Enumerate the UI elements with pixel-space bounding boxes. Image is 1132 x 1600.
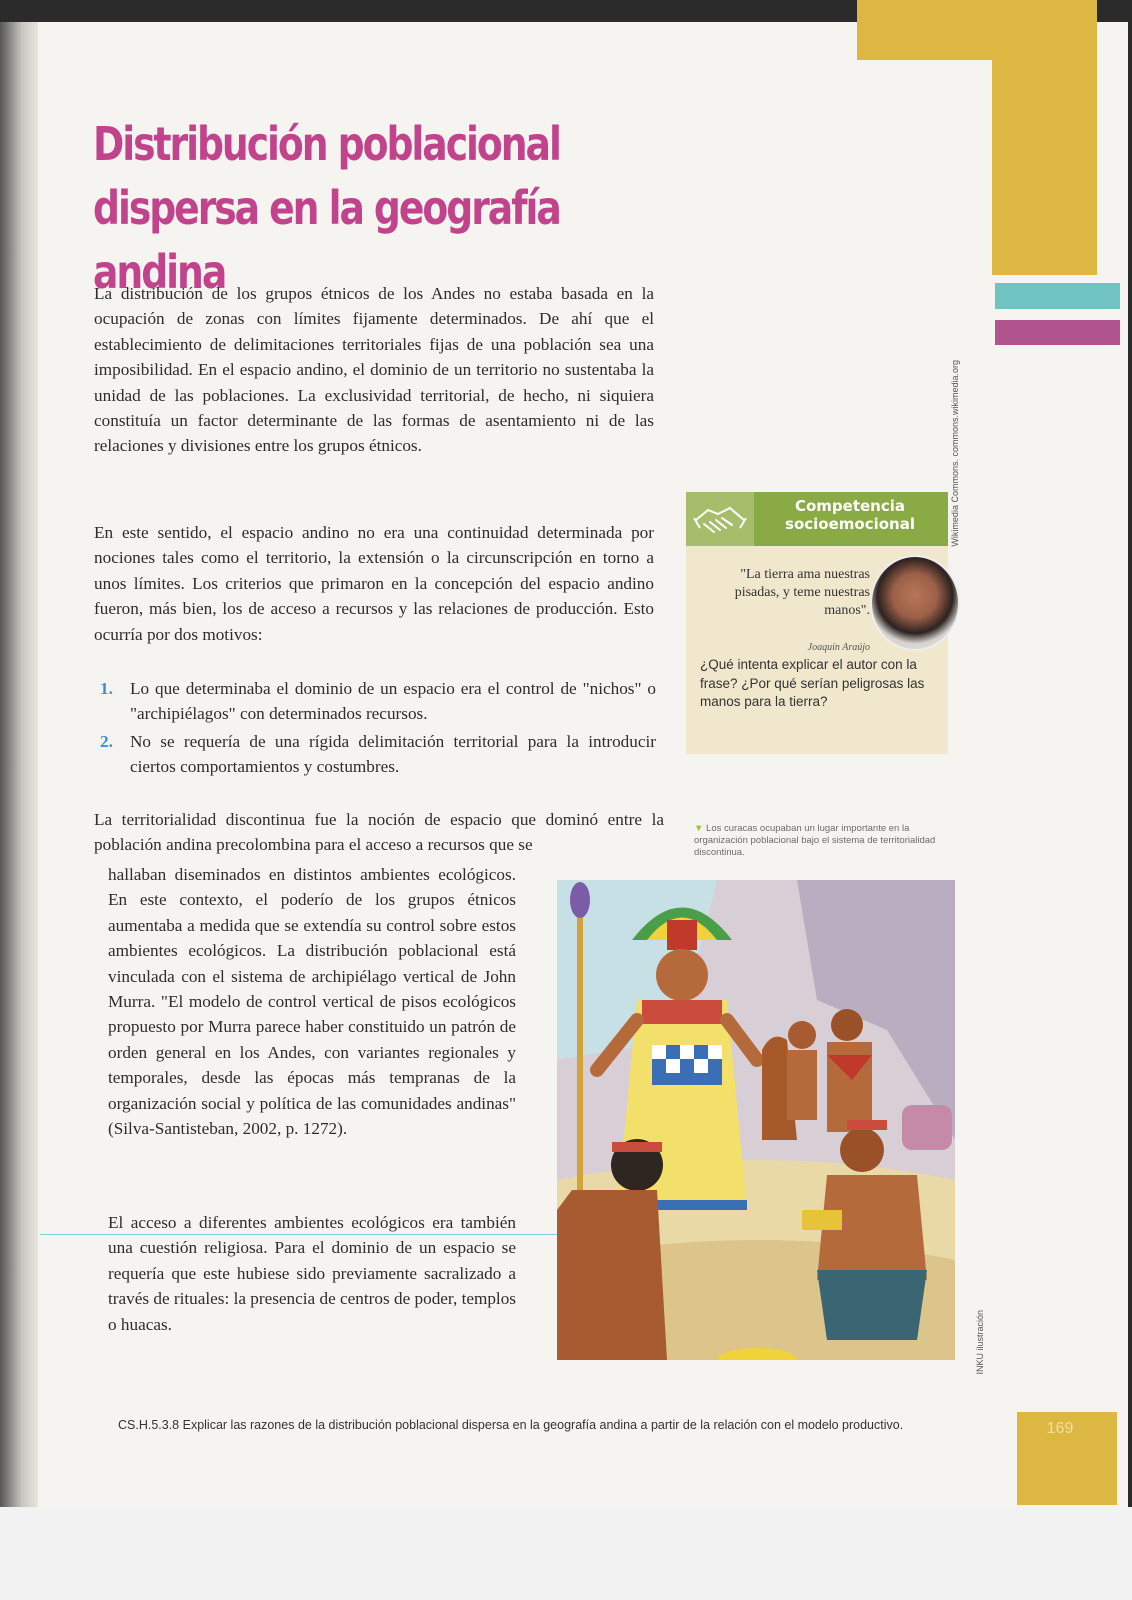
list-item — [100, 676, 656, 727]
caption-text: Los curacas ocupaban un lugar importante en la organización poblacional bajo el sistema de territorialidad discontinua. — [694, 823, 936, 858]
title-line-1: Distribución poblacional — [93, 117, 560, 171]
paragraph-5: El acceso a diferentes ambientes ecológicos era también una cuestión religiosa. Para el dominio de un espacio se requería que este hubiese sido previamente sacralizado a través de rituales: la presencia de centros de poder, templos o huacas. — [108, 1213, 516, 1334]
socioemotional-title-line-2: socioemocional — [785, 515, 915, 533]
caption-marker: ▼ — [694, 823, 704, 834]
pink-stripe — [995, 320, 1120, 345]
curriculum-code: CS.H.5.3.8 Explicar las razones de la distribución poblacional dispersa en la geografía andina a partir de la relación con el modelo productivo. — [118, 1418, 904, 1432]
photo-credit: Wikimedia Commons. commons.wikimedia.org — [950, 360, 960, 547]
paragraph-2: En este sentido, el espacio andino no era una continuidad determinada por nociones tales como el territorio, la extensión o la circunscripción en torno a unos límites. Los criterios que primaron en la concepción del espacio andino fueron, más bien, los de acceso a recursos y las relaciones de producción. Esto ocurría por dos motivos: — [94, 523, 654, 644]
figure-caption — [694, 823, 959, 859]
below-page — [0, 1507, 1132, 1600]
page-title — [93, 112, 601, 304]
paragraph-4: hallaban diseminados en distintos ambientes ecológicos. En este contexto, el poderío de los grupos étnicos aumentaba a medida que se extendía su control sobre estos ambientes ecológicos. La distribución poblacional está vinculada con el sistema de archipiélago vertical de John Murra. "El modelo de control vertical de pisos ecológicos propuesto por Murra parece haber constituido un patrón de orden general en los Andes, con variantes regionales y temporales, desde las épocas más tempranas de la organización social y política de las comunidades andinas" (Silva-Santisteban, 2002, p. 1272). — [108, 865, 516, 1139]
list-text: Lo que determinaba el dominio de un espacio era el control de "nichos" o "archipiélagos" con determinados recursos. — [130, 679, 656, 724]
curaca-illustration — [557, 880, 955, 1360]
handshake-icon — [686, 492, 754, 546]
page-number: 169 — [1046, 1420, 1074, 1437]
quote-author: Joaquín Araújo — [807, 642, 870, 653]
quote-text: "La tierra ama nuestras pisadas, y teme nuestras manos". — [734, 567, 870, 618]
reflection-question: ¿Qué intenta explicar el autor con la frase? ¿Por qué serían peligrosas las manos para la tierra? — [700, 657, 925, 709]
title-line-2: dispersa en la geografía andina — [93, 181, 560, 299]
list-text: No se requería de una rígida delimitación territorial para la introducir ciertos comportamientos y costumbres. — [130, 731, 656, 777]
list-number: 1. — [100, 679, 113, 698]
paragraph-3: La territorialidad discontinua fue la noción de espacio que dominó entre la población andina precolombina para el acceso a recursos que se — [94, 810, 664, 855]
numbered-list — [100, 676, 656, 782]
illustration-credit: INKU ilustración — [975, 1310, 985, 1375]
socioemotional-title-line-1: Competencia — [794, 497, 906, 515]
list-number: 2. — [100, 731, 113, 751]
corner-yellow-cut — [857, 60, 992, 280]
teal-stripe — [995, 283, 1120, 309]
white-stripe — [995, 309, 1120, 319]
socioemotional-title — [760, 497, 940, 533]
paragraph-1: La distribución de los grupos étnicos de los Andes no estaba basada en la ocupación de zonas con límites fijamente determinados. De ahí que el establecimiento de delimitaciones territoriales fijas de una población sea una imposibilidad. En el espacio andino, el dominio de un territorio no sustentaba la unidad de las poblaciones. La exclusividad territorial, de hecho, ni siquiera constituía un factor determinante de las formas de asentamiento ni de las relaciones y divisiones entre los grupos étnicos. — [94, 284, 654, 456]
author-photo — [870, 555, 960, 651]
list-item — [100, 729, 656, 780]
book-spine — [0, 22, 40, 1507]
